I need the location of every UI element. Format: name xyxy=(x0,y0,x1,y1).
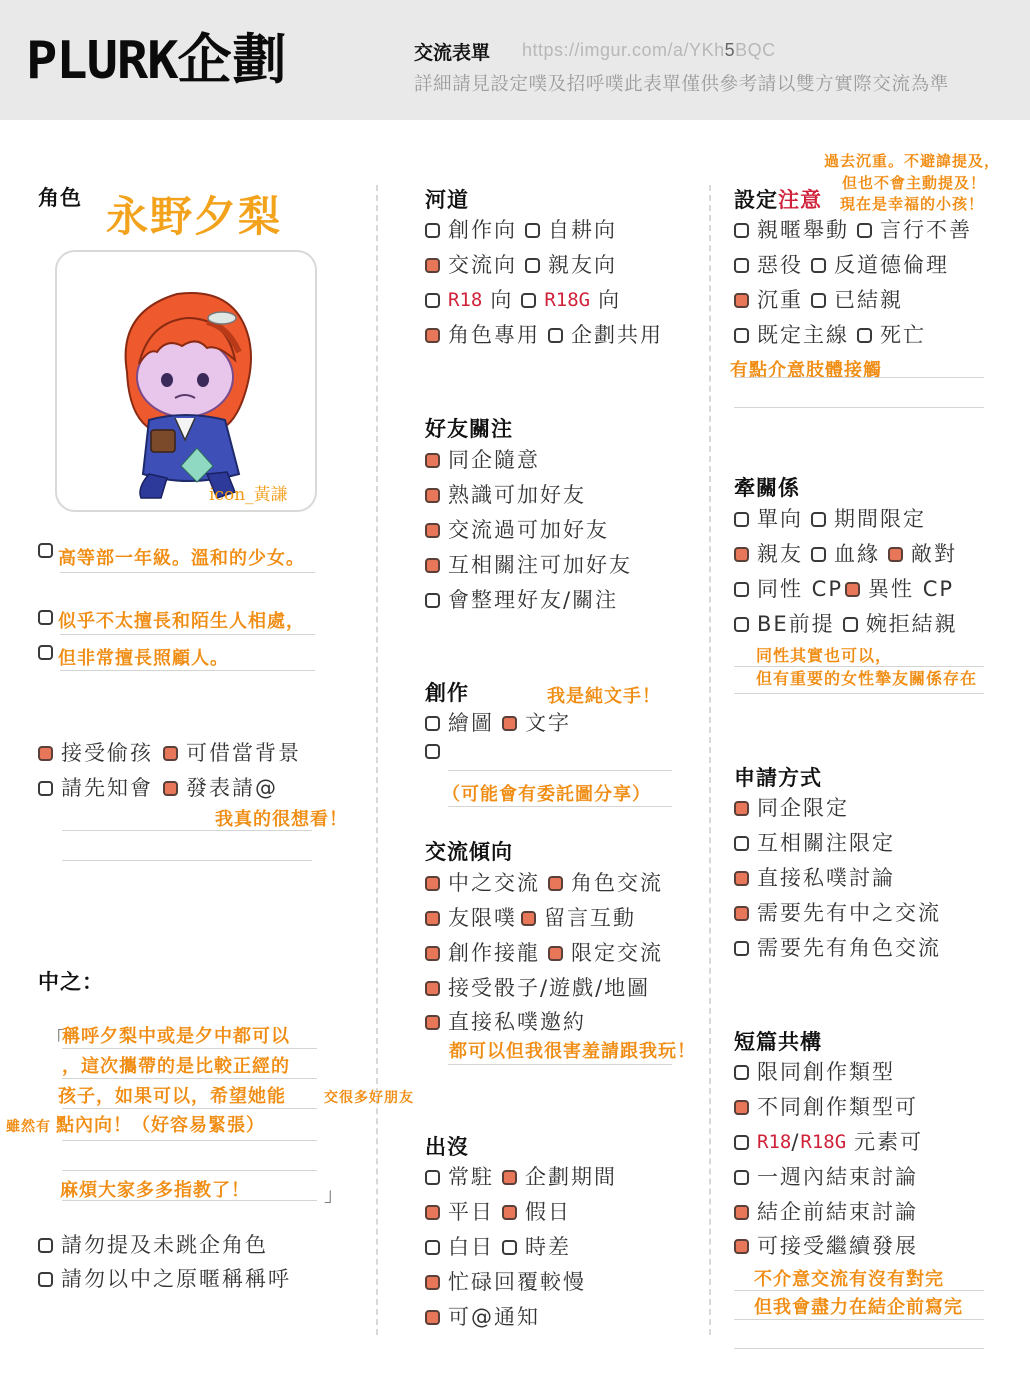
note-relations-1: 同性其實也可以， xyxy=(756,646,893,665)
short-item: 結企前結束討論 xyxy=(732,1198,918,1226)
creation-row-2 xyxy=(423,744,448,759)
underline xyxy=(734,693,984,694)
presence-row-2: 平日 假日 xyxy=(423,1198,571,1226)
underline xyxy=(60,634,315,635)
underline xyxy=(62,1108,317,1109)
header-bar xyxy=(0,0,1030,120)
checkbox-empty-icon[interactable] xyxy=(734,582,749,597)
open-bracket: 「 xyxy=(46,1028,66,1050)
river-row-4: 角色專用 企劃共用 xyxy=(423,321,663,349)
underline xyxy=(62,1048,317,1049)
logo-latin: PLURK xyxy=(26,31,178,91)
note-settings-2: 但也不會主動提及！ xyxy=(842,174,987,192)
checkbox-empty-icon[interactable] xyxy=(734,1135,749,1150)
checkbox-empty-icon[interactable] xyxy=(734,223,749,238)
underline xyxy=(62,860,312,861)
tendency-row-5: 直接私噗邀約 xyxy=(423,1008,586,1036)
chibi-character-icon xyxy=(57,252,317,512)
checkbox-checked-icon[interactable] xyxy=(502,1205,517,1220)
checkbox-empty-icon[interactable] xyxy=(857,328,872,343)
note-short-1: 不介意交流有沒有對完 xyxy=(754,1269,944,1290)
checkbox-checked-icon[interactable] xyxy=(163,746,178,761)
river-row-3: R18 向 R18G 向 xyxy=(423,286,621,314)
presence-title: 出沒 xyxy=(425,1135,469,1159)
friends-item: 同企隨意 xyxy=(423,446,540,474)
checkbox-empty-icon[interactable] xyxy=(734,328,749,343)
checkbox-checked-icon[interactable] xyxy=(425,1310,440,1325)
settings-row-1: 親暱舉動 言行不善 xyxy=(732,216,972,244)
plurk-logo xyxy=(26,28,288,93)
tendency-row-2: 友限噗 留言互動 xyxy=(423,904,636,932)
column-divider-2 xyxy=(709,185,711,1335)
short-item: 一週內結束討論 xyxy=(732,1163,918,1191)
relations-row-4: BE前提 婉拒結親 xyxy=(732,610,958,638)
tendency-row-3: 創作接龍 限定交流 xyxy=(423,939,663,967)
player-rule-2: 請勿以中之原暱稱稱呼 xyxy=(36,1265,291,1293)
checkbox-checked-icon[interactable] xyxy=(734,293,749,308)
checkbox-empty-icon[interactable] xyxy=(38,1238,53,1253)
checkbox-empty-icon[interactable] xyxy=(38,781,53,796)
checkbox-empty-icon[interactable] xyxy=(425,744,440,759)
form-subtitle: 詳細請見設定噗及招呼噗此表單僅供參考請以雙方實際交流為準 xyxy=(414,74,949,95)
checkbox-checked-icon[interactable] xyxy=(163,781,178,796)
checkbox-empty-icon[interactable] xyxy=(502,1240,517,1255)
checkbox-empty-icon[interactable] xyxy=(734,1170,749,1185)
underline xyxy=(734,407,984,408)
checkbox-empty-icon[interactable] xyxy=(425,593,440,608)
apply-item: 互相關注限定 xyxy=(732,829,895,857)
underline xyxy=(734,1290,984,1291)
checkbox-checked-icon[interactable] xyxy=(425,911,440,926)
underline xyxy=(734,377,984,378)
settings-row-4: 既定主線 死亡 xyxy=(732,321,926,349)
checkbox-empty-icon[interactable] xyxy=(734,617,749,632)
checkbox-checked-icon[interactable] xyxy=(425,1275,440,1290)
checkbox-checked-icon[interactable] xyxy=(734,906,749,921)
form-url[interactable]: https://imgur.com/a/YKh5BQC xyxy=(522,40,776,60)
presence-row-5: 可@通知 xyxy=(423,1303,540,1331)
checkbox-checked-icon[interactable] xyxy=(521,911,536,926)
character-options-row-2: 請先知會 發表請@ xyxy=(36,774,278,802)
checkbox-empty-icon[interactable] xyxy=(425,293,440,308)
short-item: 不同創作類型可 xyxy=(732,1093,918,1121)
note-relations-2: 但有重要的女性摯友關係存在 xyxy=(756,669,978,688)
short-title: 短篇共構 xyxy=(734,1030,822,1054)
note-short-2: 但我會盡力在結企前寫完 xyxy=(754,1297,963,1318)
settings-title: 設定注意 xyxy=(734,188,822,212)
settings-row-2: 惡役 反道德倫理 xyxy=(732,251,949,279)
apply-item: 直接私噗討論 xyxy=(732,864,895,892)
form-title: 交流表單 xyxy=(414,42,491,64)
tendency-title: 交流傾向 xyxy=(425,840,513,864)
checkbox-empty-icon[interactable] xyxy=(811,547,826,562)
apply-item: 需要先有角色交流 xyxy=(732,934,941,962)
underline xyxy=(448,1064,672,1065)
character-icon-card xyxy=(55,250,317,512)
checkbox-empty-icon[interactable] xyxy=(425,1170,440,1185)
relations-title: 牽關係 xyxy=(734,476,800,500)
river-row-1: 創作向 自耕向 xyxy=(423,216,617,244)
player-note-line-4-small: 雖然有 xyxy=(6,1119,51,1135)
player-note-line-5: 麻煩大家多多指教了！ xyxy=(60,1180,250,1201)
apply-item: 需要先有中之交流 xyxy=(732,899,941,927)
apply-item: 同企限定 xyxy=(732,794,849,822)
underline xyxy=(60,572,315,573)
checkbox-checked-icon[interactable] xyxy=(548,876,563,891)
underline xyxy=(60,670,315,671)
profile-note-3-text: 但非常擅長照顧人。 xyxy=(58,648,229,669)
checkbox-empty-icon[interactable] xyxy=(548,328,563,343)
checkbox-empty-icon[interactable] xyxy=(857,223,872,238)
river-row-2: 交流向 親友向 xyxy=(423,251,617,279)
checkbox-empty-icon[interactable] xyxy=(38,610,53,625)
checkbox-empty-icon[interactable] xyxy=(734,941,749,956)
short-item: 可接受繼續發展 xyxy=(732,1232,918,1260)
checkbox-empty-icon[interactable] xyxy=(525,258,540,273)
underline xyxy=(62,1140,317,1141)
checkbox-checked-icon[interactable] xyxy=(425,523,440,538)
presence-row-1: 常駐 企劃期間 xyxy=(423,1163,617,1191)
note-want-to-see: 我真的很想看！ xyxy=(215,809,348,830)
checkbox-empty-icon[interactable] xyxy=(734,512,749,527)
checkbox-empty-icon[interactable] xyxy=(425,716,440,731)
checkbox-checked-icon[interactable] xyxy=(425,1205,440,1220)
checkbox-empty-icon[interactable] xyxy=(525,223,540,238)
relations-row-3: 同性 CP 異性 CP xyxy=(732,575,954,603)
checkbox-checked-icon[interactable] xyxy=(888,547,903,562)
note-settings-1: 過去沉重。不避諱提及， xyxy=(824,152,1001,170)
checkbox-empty-icon[interactable] xyxy=(811,293,826,308)
column-divider-1 xyxy=(376,185,378,1335)
settings-row-3: 沉重 已結親 xyxy=(732,286,903,314)
friends-item: 熟識可加好友 xyxy=(423,481,586,509)
checkbox-checked-icon[interactable] xyxy=(38,746,53,761)
checkbox-checked-icon[interactable] xyxy=(425,558,440,573)
apply-title: 申請方式 xyxy=(734,766,822,790)
checkbox-checked-icon[interactable] xyxy=(425,258,440,273)
creation-title: 創作 xyxy=(425,681,469,705)
tendency-row-4: 接受骰子/遊戲/地圖 xyxy=(423,974,650,1002)
checkbox-empty-icon[interactable] xyxy=(811,258,826,273)
friends-item: 互相關注可加好友 xyxy=(423,551,632,579)
creation-row-1: 繪圖 文字 xyxy=(423,709,571,737)
checkbox-checked-icon[interactable] xyxy=(425,328,440,343)
note-body-contact: 有點介意肢體接觸 xyxy=(730,360,882,381)
checkbox-empty-icon[interactable] xyxy=(425,223,440,238)
checkbox-empty-icon[interactable] xyxy=(521,293,536,308)
player-note-line-1: 稱呼夕梨中或是夕中都可以 xyxy=(62,1026,290,1047)
checkbox-checked-icon[interactable] xyxy=(734,801,749,816)
player-note-line-2: ，這次攜帶的是比較正經的 xyxy=(62,1056,290,1077)
underline xyxy=(734,1319,984,1320)
checkbox-checked-icon[interactable] xyxy=(502,1170,517,1185)
checkbox-checked-icon[interactable] xyxy=(502,716,517,731)
underline xyxy=(62,1078,317,1079)
underline xyxy=(62,830,312,831)
checkbox-checked-icon[interactable] xyxy=(425,453,440,468)
friends-title: 好友關注 xyxy=(425,417,513,441)
profile-note-2-text: 似乎不太擅長和陌生人相處， xyxy=(58,611,305,632)
checkbox-checked-icon[interactable] xyxy=(734,1239,749,1254)
note-commission: （可能會有委託圖分享） xyxy=(442,784,651,805)
checkbox-empty-icon[interactable] xyxy=(734,258,749,273)
underline xyxy=(62,1200,317,1201)
checkbox-checked-icon[interactable] xyxy=(734,1205,749,1220)
underline xyxy=(448,770,672,771)
checkbox-empty-icon[interactable] xyxy=(811,512,826,527)
presence-row-3: 白日 時差 xyxy=(423,1233,571,1261)
profile-note-1-text: 高等部一年級。溫和的少女。 xyxy=(58,548,305,569)
short-item: 限同創作類型 xyxy=(732,1058,895,1086)
checkbox-checked-icon[interactable] xyxy=(734,547,749,562)
player-note-line-3: 孩子，如果可以，希望她能 xyxy=(58,1086,286,1107)
note-settings-3: 現在是幸福的小孩！ xyxy=(840,195,985,213)
underline xyxy=(62,1170,317,1171)
checkbox-checked-icon[interactable] xyxy=(734,871,749,886)
checkbox-empty-icon[interactable] xyxy=(843,617,858,632)
checkbox-checked-icon[interactable] xyxy=(425,946,440,961)
checkbox-checked-icon[interactable] xyxy=(425,981,440,996)
player-note-line-4: 點內向！（好容易緊張） xyxy=(56,1115,265,1136)
checkbox-checked-icon[interactable] xyxy=(845,582,860,597)
checkbox-empty-icon[interactable] xyxy=(734,836,749,851)
tendency-row-1: 中之交流 角色交流 xyxy=(423,869,663,897)
underline xyxy=(734,1348,984,1349)
note-text-only: 我是純文手！ xyxy=(547,686,661,707)
checkbox-checked-icon[interactable] xyxy=(425,488,440,503)
character-label: 角色 xyxy=(38,186,82,210)
river-title: 河道 xyxy=(425,188,469,212)
logo-cjk: 企劃 xyxy=(177,28,288,91)
icon-credit: icon_黃謙 xyxy=(209,485,288,505)
friends-item: 會整理好友/關注 xyxy=(423,586,618,614)
relations-row-1: 單向 期間限定 xyxy=(732,505,926,533)
player-note-line-3-small: 交很多好朋友 xyxy=(324,1090,414,1106)
note-shy: 都可以但我很害羞請跟我玩！ xyxy=(449,1041,696,1062)
checkbox-empty-icon[interactable] xyxy=(38,543,53,558)
underline xyxy=(448,806,672,807)
presence-row-4: 忙碌回覆較慢 xyxy=(423,1268,586,1296)
checkbox-checked-icon[interactable] xyxy=(548,946,563,961)
character-options-row-1: 接受偷孩 可借當背景 xyxy=(36,739,301,767)
player-label: 中之： xyxy=(38,970,104,994)
close-bracket: 」 xyxy=(324,1184,344,1206)
relations-row-2: 親友 血緣 敵對 xyxy=(732,540,957,568)
checkbox-checked-icon[interactable] xyxy=(425,1015,440,1030)
checkbox-empty-icon[interactable] xyxy=(734,1065,749,1080)
character-name: 永野夕梨 xyxy=(106,192,283,241)
checkbox-empty-icon[interactable] xyxy=(38,645,53,660)
short-item: R18 / R18G 元素可 xyxy=(732,1128,923,1156)
checkbox-checked-icon[interactable] xyxy=(734,1100,749,1115)
player-rule-1: 請勿提及未跳企角色 xyxy=(36,1231,268,1259)
checkbox-empty-icon[interactable] xyxy=(425,1240,440,1255)
checkbox-empty-icon[interactable] xyxy=(38,1272,53,1287)
checkbox-checked-icon[interactable] xyxy=(425,876,440,891)
friends-item: 交流過可加好友 xyxy=(423,516,609,544)
